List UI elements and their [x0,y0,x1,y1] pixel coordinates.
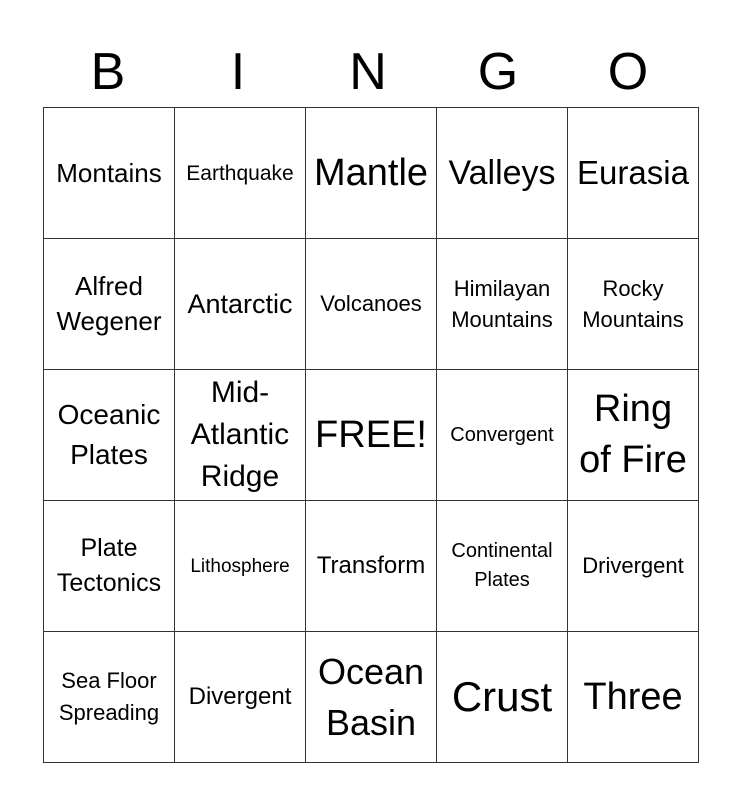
header-letter-n: N [349,43,387,101]
cell-label: Himilayan Mountains [451,276,553,332]
bingo-cell [44,370,175,501]
bingo-cell [175,501,306,632]
bingo-row [44,370,699,501]
bingo-row [44,632,699,763]
bingo-cell [437,632,568,763]
cell-label: Continental Plates [451,540,553,591]
header-letter-b: B [90,43,126,101]
bingo-row [44,108,699,239]
bingo-row [44,239,699,370]
bingo-cell [44,632,175,763]
bingo-cell [306,501,437,632]
cell-label: Antarctic [187,289,293,319]
cell-label: Sea Floor Spreading [58,668,160,725]
bingo-card-grid [43,107,699,763]
cell-label: Plate Tectonics [56,534,162,597]
cell-label: Crust [451,673,553,720]
cell-label: Oceanic Plates [57,399,161,470]
cell-label: Volcanoes [320,291,422,316]
header-letter-g: G [477,43,519,101]
bingo-cell [306,370,437,501]
bingo-cell [568,108,699,239]
cell-label: Mantle [313,152,429,194]
bingo-cell [175,239,306,370]
bingo-cell [568,370,699,501]
bingo-cell [44,108,175,239]
bingo-cell [175,632,306,763]
bingo-cell [306,108,437,239]
cell-label: Lithosphere [190,555,290,577]
bingo-cell [306,239,437,370]
bingo-cell [44,239,175,370]
cell-label: Ocean Basin [317,651,425,743]
cell-label: Montains [56,158,162,188]
bingo-row [44,501,699,632]
bingo-cell [437,239,568,370]
cell-label: FREE! [315,414,427,456]
cell-label: Eurasia [577,154,689,191]
cell-label: Convergent [450,424,554,446]
bingo-cell [568,501,699,632]
cell-label: Earthquake [186,161,294,185]
header-letter-o: O [607,43,649,101]
cell-label: Transform [316,552,426,579]
bingo-cell [437,108,568,239]
bingo-cell [44,501,175,632]
cell-label: Mid- Atlantic Ridge [190,376,290,493]
bingo-cell [306,632,437,763]
bingo-cell [437,501,568,632]
cell-label: Three [583,676,683,718]
bingo-cell [175,108,306,239]
bingo-cell [568,239,699,370]
bingo-cell [175,370,306,501]
bingo-cell [437,370,568,501]
cell-label: Drivergent [582,553,684,578]
cell-label: Valleys [448,154,556,192]
cell-label: Alfred Wegener [56,271,162,336]
bingo-cell [568,632,699,763]
header-letter-i: I [230,43,246,101]
cell-label: Divergent [188,683,292,710]
bingo-header [43,42,693,102]
cell-label: Rocky Mountains [582,276,684,332]
cell-label: Ring of Fire [579,388,687,481]
